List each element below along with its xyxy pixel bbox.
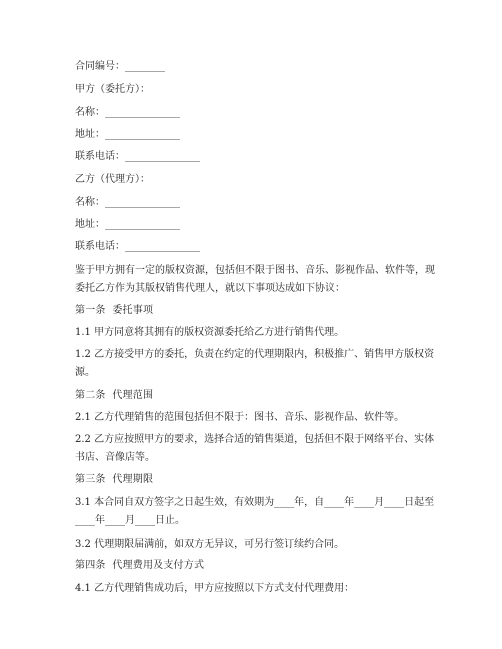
- party-b-title: 乙方（代理方）：: [75, 174, 150, 185]
- clause-2-2: 2.2 乙方应按照甲方的要求，选择合适的销售渠道，包括但不限于网络平台、实体书店、音像店等。: [75, 434, 435, 463]
- clause-3-2: 3.2 代理期限届满前，如双方无异议，可另行签订续约合同。: [75, 539, 345, 550]
- party-b-address: 地址：_______________: [75, 219, 180, 230]
- party-b-name: 名称：_______________: [75, 197, 180, 208]
- contract-number: 合同编号：________: [75, 61, 165, 72]
- party-a-name: 名称：_______________: [75, 107, 180, 118]
- party-a-title: 甲方（委托方）：: [75, 84, 150, 95]
- clause-2-1: 2.1 乙方代理销售的范围包括但不限于：图书、音乐、影视作品、软件等。: [75, 412, 405, 423]
- clause-1-2: 1.2 乙方接受甲方的委托，负责在约定的代理期限内，积极推广、销售甲方版权资源。: [75, 349, 435, 378]
- article-4-title: 第四条 代理费用及支付方式: [75, 560, 205, 571]
- clause-4-1: 4.1 乙方代理销售成功后，甲方应按照以下方式支付代理费用：: [75, 583, 355, 594]
- article-2-title: 第二条 代理范围: [75, 390, 154, 401]
- party-a-phone: 联系电话：_______________: [75, 151, 200, 162]
- clause-3-1: 3.1 本合同自双方签字之日起生效，有效期为____年，自____年____月____日起至____年____月____日止。: [75, 497, 435, 526]
- article-3-title: 第三条 代理期限: [75, 474, 154, 485]
- party-a-address: 地址：_______________: [75, 129, 180, 140]
- party-b-phone: 联系电话：_______________: [75, 241, 200, 252]
- clause-1-1: 1.1 甲方同意将其拥有的版权资源委托给乙方进行销售代理。: [75, 327, 345, 338]
- article-1-title: 第一条 委托事项: [75, 305, 154, 316]
- preamble-paragraph: 鉴于甲方拥有一定的版权资源，包括但不限于图书、音乐、影视作品、软件等，现委托乙方作为其版权销售代理人，就以下事项达成如下协议：: [75, 265, 435, 294]
